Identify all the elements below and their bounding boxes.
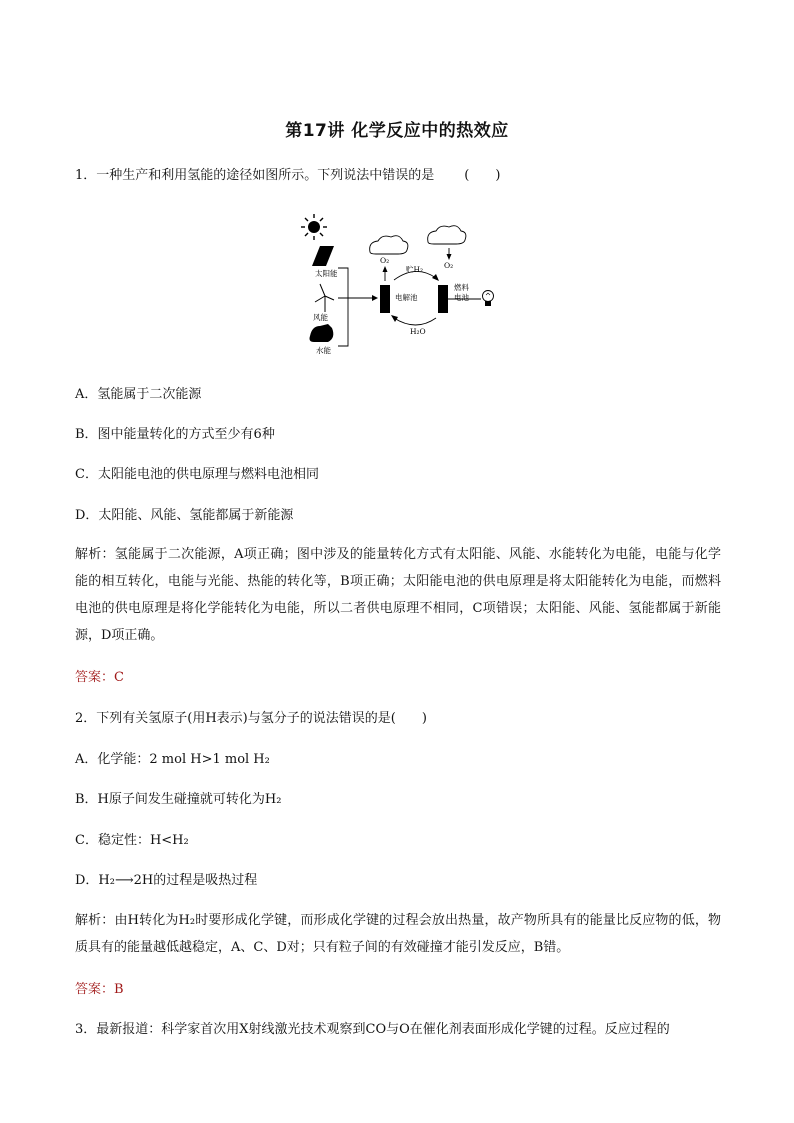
question-1-option-b: B．图中能量转化的方式至少有6种 <box>75 427 275 442</box>
question-2-stem: 2．下列有关氢原子(用H表示)与氢分子的说法错误的是( ) <box>75 711 427 726</box>
solar-label: 太阳能 <box>315 269 338 278</box>
question-1-stem <box>75 166 725 186</box>
fuel-cell-label-bottom: 电池 <box>454 293 469 302</box>
water-icon <box>310 324 334 342</box>
question-2-option-d: D．H₂⟶2H的过程是吸热过程 <box>75 873 258 888</box>
question-3-stem: 3．最新报道：科学家首次用X射线激光技术观察到CO与O在催化剂表面形成化学键的过程。反应过程的 <box>75 1022 670 1037</box>
electrolysis-label: 电解池 <box>395 293 418 302</box>
light-bulb-icon <box>483 291 494 307</box>
question-1-analysis: 解析：氢能属于二次能源，A项正确；图中涉及的能量转化方式有太阳能、风能、水能转化为电能，电能与化学能的相互转化，电能与光能、热能的转化等，B项正确；太阳能电池的供电原理是将太阳能转化为电能，而燃料电池的供电原理是将化学能转化为电能，所以二者供电原理不相同，C项错误；太阳能、风能、氢能都属于新能源，D项正确。 <box>75 547 721 643</box>
answer-blank: ( ) <box>464 168 501 183</box>
page-title: 第17讲 化学反应中的热效应 <box>285 121 509 141</box>
fuel-cell-label-top: 燃料 <box>454 283 469 292</box>
cloud-icon-left <box>370 236 408 254</box>
store-hydrogen-label: 贮H₂ <box>406 265 424 274</box>
water-product-label: H₂O <box>410 327 426 336</box>
solar-panel-icon <box>312 246 334 266</box>
wind-label: 风能 <box>313 313 328 322</box>
question-2-analysis: 解析：由H转化为H₂时要形成化学键，而形成化学键的过程会放出热量，故产物所具有的能量比反应物的低，物质具有的能量越低越稳定，A、C、D对；只有粒子间的有效碰撞才能引发反应，B错。 <box>75 913 721 955</box>
question-2-option-b: B．H原子间发生碰撞就可转化为H₂ <box>75 792 282 807</box>
water-label: 水能 <box>316 346 331 355</box>
electrolysis-cell-icon <box>380 285 390 313</box>
oxygen-label-left: O₂ <box>380 256 390 265</box>
cloud-icon-right <box>428 226 466 244</box>
question-1-text: 1．一种生产和利用氢能的途径如图所示。下列说法中错误的是 <box>75 168 435 183</box>
fuel-cell-icon <box>438 285 448 313</box>
question-1-answer: 答案：C <box>75 670 124 685</box>
sun-icon <box>301 214 327 240</box>
question-1-option-c: C．太阳能电池的供电原理与燃料电池相同 <box>75 467 319 482</box>
hydrogen-energy-diagram <box>298 208 504 360</box>
question-2-option-c: C．稳定性：H<H₂ <box>75 833 189 848</box>
oxygen-label-right: O₂ <box>444 261 454 270</box>
question-1-option-d: D．太阳能、风能、氢能都属于新能源 <box>75 508 294 523</box>
question-2-option-a: A．化学能：2 mol H>1 mol H₂ <box>75 752 270 767</box>
question-1-option-a: A．氢能属于二次能源 <box>75 387 202 402</box>
wind-turbine-icon <box>315 284 334 312</box>
question-2-answer: 答案：B <box>75 982 124 997</box>
